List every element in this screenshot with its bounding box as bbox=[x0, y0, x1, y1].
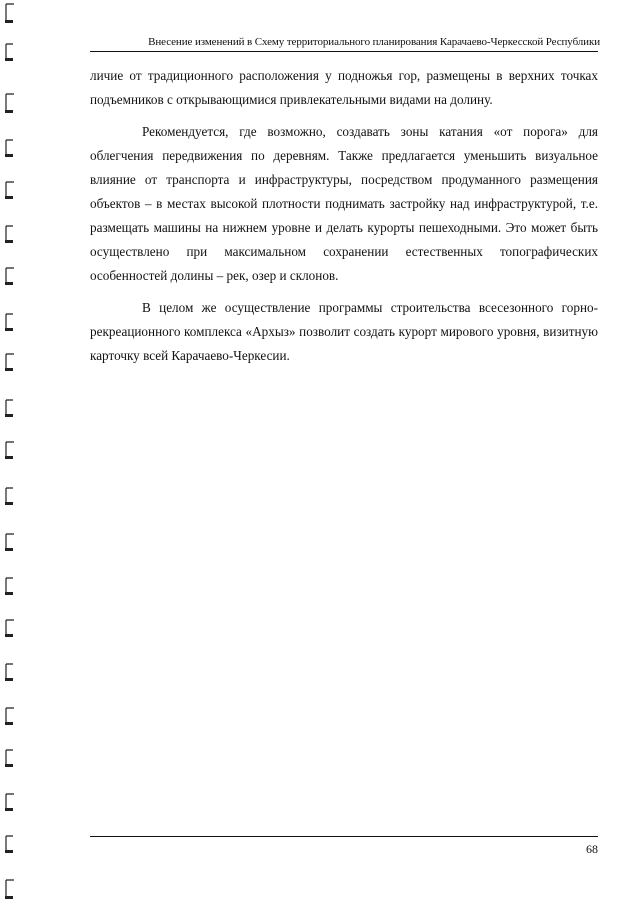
binder-holes bbox=[4, 0, 18, 905]
paragraph-conclusion: В целом же осуществление программы строительства всесезонного горно-рекреационного комплекса «Архыз» позволит создать курорт мирового уровня, визитную карточку всей Карачаево-Черкесии. bbox=[90, 300, 598, 363]
footer-divider bbox=[90, 836, 598, 837]
paragraph-recommendation: Рекомендуется, где возможно, создавать зоны катания «от порога» для облегчения передвижения по деревням. Также предлагается уменьшить визуальное влияние от транспорта и инфраструктуры, посредством продуманного размещения объектов – в местах высокой плотности поднимать застройку над инфраструктурой, т.е. размещать машины на нижнем уровне и делать курорты пешеходными. Это может быть осуществлено при максимальном сохранении естественных топографических особенностей долины – рек, озер и склонов. bbox=[90, 124, 598, 283]
page-number: 68 bbox=[586, 842, 598, 856]
header-divider bbox=[90, 51, 598, 52]
paragraph-continuation: личие от традиционного расположения у подножья гор, размещены в верхних точках подъемников с открывающимися привлекательными видами на долину. bbox=[90, 68, 598, 107]
running-header: Внесение изменений в Схему территориального планирования Карачаево-Черкесской Республики bbox=[148, 36, 600, 48]
body-text bbox=[90, 64, 598, 368]
